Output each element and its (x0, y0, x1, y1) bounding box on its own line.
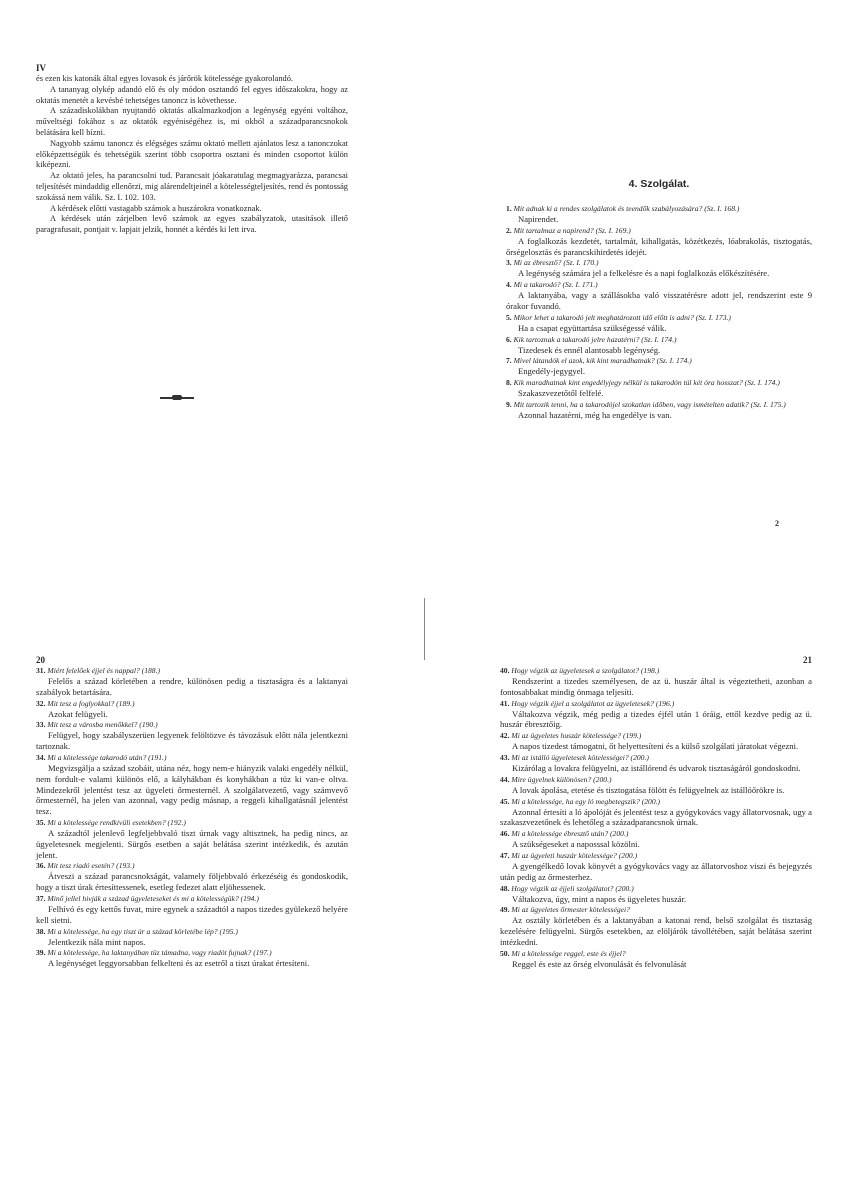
question (36, 666, 348, 676)
question-text: Mit tartalmaz a napirend? (Sz. I. 169.) (513, 225, 631, 235)
question-text: Mi a kötelessége rendkivüli esetekben? (192.) (47, 817, 186, 827)
question (36, 894, 348, 904)
question (506, 226, 812, 236)
question (500, 753, 812, 763)
answer: A napos tizedest támogatni, őt helyettesíteni és a külső szolgálati járatokat végezni. (512, 741, 799, 752)
question (36, 948, 348, 958)
answer: Engedély-jegygyel. (518, 366, 586, 377)
paragraph: és ezen kis katonák által egyes lovasok és járőrök kötelessége gyakorolandó. (36, 74, 293, 83)
qa-list (506, 204, 812, 421)
paragraph: Nagyobb számu tanoncz és elégséges számu oktató mellett ajánlatos lesz a tanonczokat előképzettségük és tehetségük szerint több csoportra osztani és minden csoportot külön kiképezni. (36, 138, 348, 170)
paragraph: A kérdések után zárjelben levő számok az egyes szabályzatok, utasitások illető paragrafusait, pontjait v. lapjait jelzik, honnét a kérdés ki lett irva. (36, 214, 348, 235)
question (500, 699, 812, 709)
question-text: Minő jellel hivják a század ügyeleteseket és mi a kötelességük? (194.) (47, 893, 259, 903)
question-text: Mi az ügyeletes huszár kötelessége? (199.) (511, 731, 642, 741)
question-number: 45. (500, 796, 510, 806)
answer: Azokat felügyeli. (48, 708, 108, 719)
question-number: 46. (500, 829, 510, 839)
answer: Szakaszvezetőtől felfelé. (518, 388, 604, 399)
question-number: 40. (500, 666, 510, 675)
question-text: Mivel látandók el azok, kik kint maradhatnak? (Sz. I. 174.) (513, 356, 692, 366)
question (506, 356, 812, 366)
question-number: 31. (36, 666, 46, 675)
question (500, 949, 812, 959)
answer: Rendszerint a tizedes személyesen, de az ü. huszár által is végeztetheti, azonban a fontosabbakat mindig önmaga teljesíti. (500, 676, 812, 697)
question-number: 37. (36, 893, 46, 903)
paragraph: A századiskolákban nyujtandó oktatás alkalmazkodjon a legénység egyéni voltához, műveltségi fokához s az oktatók egyéniségéhez is, mi okból a századparancsnokok belátására kell bízni. (36, 106, 348, 137)
answer: A lovak ápolása, etetése és tisztogatása fölött és felügyelnek az istállóőrökre is. (512, 784, 785, 795)
question-text: Miért felelőek éjjel és nappal? (188.) (47, 666, 161, 675)
answer: A szükségeseket a naposssal közölni. (512, 839, 640, 850)
question-number: 9. (506, 399, 512, 409)
question-text: Mit adnak ki a rendes szolgálatok és teendők szabályozására? (Sz. I. 168.) (513, 204, 740, 213)
question-text: Mi az ébresztő? (Sz. I. 170.) (513, 258, 599, 268)
question (500, 829, 812, 839)
answer: Napirendet. (518, 214, 559, 224)
question-text: Mit tesz riadó esetén? (193.) (47, 861, 135, 871)
question (506, 335, 812, 345)
question (500, 797, 812, 807)
paragraph: A kérdések előtti vastagabb számok a huszárokra vonatkoznak. (50, 203, 262, 213)
question-number: 43. (500, 752, 510, 762)
question-text: Mi az ügyeletes őrmester kötelességei? (511, 905, 630, 915)
question-number: 39. (36, 948, 46, 958)
question (506, 400, 812, 410)
question-number: 35. (36, 817, 46, 827)
paragraph: A tananyag olykép adandó elő és oly módon osztandó fel egyes időszakokra, hogy az oktatás menetét a kevésbé tehetséges tanoncz is követhesse. (36, 84, 348, 105)
question-number: 47. (500, 850, 510, 860)
qa-list (36, 666, 348, 969)
question-text: Mi a takarodó? (Sz. I. 171.) (513, 280, 598, 290)
question-text: Mi a kötelessége reggel, este és éjjel? (511, 948, 626, 958)
question-number: 36. (36, 861, 46, 871)
page-number-blank (506, 62, 812, 74)
question-text: Mi az istálló ügyeletesek kötelességei? (200.) (511, 752, 649, 762)
answer: Felhívó és egy kettős fuvat, mire egynek a századtól a napos tizedes gyülekező helyére kell sietni. (36, 903, 348, 925)
answer: Kizárólag a lovakra felügyelni, az istállórend és udvarok tisztaságáról gondoskodni. (512, 762, 801, 773)
gutter-divider (424, 598, 425, 660)
question-text: Hogy végzik az éjjeli szolgálatot? (200.) (511, 883, 634, 893)
question-text: Mi a kötelessége, ha egy ló megbetegszik? (200.) (511, 796, 661, 806)
answer: A laktanyába, vagy a szállásokba való visszatérésre adott jel, rendszerint este 9 órakor fuvandó. (506, 290, 812, 311)
question-text: Kik maradhatnak kint engedélyjegy nélkül is takarodón túl két óra hosszat? (Sz. I. 174.) (513, 378, 780, 388)
question-number: 33. (36, 720, 46, 730)
question-number: 7. (506, 356, 512, 366)
question-text: Mit tesz a foglyokkal? (189.) (47, 698, 135, 708)
question (506, 280, 812, 290)
question (506, 378, 812, 388)
answer: A legénység számára jel a felkelésre és a napi foglalkozás előkészítésére. (518, 268, 770, 279)
qa-list (500, 666, 812, 970)
question (506, 204, 812, 214)
question-text: Hogy végzik éjjel a szolgálatot az ügyeletesek? (196.) (511, 698, 675, 708)
question (500, 884, 812, 894)
answer: Azonnal hazatérni, még ha engedélye is van. (518, 409, 672, 420)
answer: A foglalkozás kezdetét, tartalmát, kihallgatás, közétkezés, lóabrakolás, tisztogatás, őrségelosztás és parancskihirdetés idejét. (506, 235, 812, 257)
answer: Az osztály körletében és a laktanyában a katonai rend, belső szolgálat és tisztaság kezelésére felügyelni. Sürgős esetekben, az elöljárók távollétében, saját belátása szerint intézkedni. (500, 915, 812, 947)
question-text: Mi a kötelessége ébresztő után? (200.) (511, 829, 629, 839)
page-20 (36, 654, 348, 970)
question-number: 4. (506, 280, 512, 290)
question-number: 6. (506, 334, 512, 344)
question (500, 666, 812, 676)
question (506, 313, 812, 323)
question-number: 32. (36, 698, 46, 708)
question-number: 2. (506, 225, 512, 235)
question-number: 38. (36, 926, 46, 936)
answer: Megvizsgálja a század szobáit, utána néz, hogy nem-e hiányzik valaki engedély nélkül, nem fordult-e valami különös elő, a kályhákban és konyhákban a tüz ki van-e oltva. Mindezekről jelentést tesz az ügyeleti őrmesternél. A szolgálatvezető, vagy számvevő őrmesternél, ha jelen van azonnal, vagy pedig másnap, a reggeli kihallgatásnál jelentést tesz. (36, 762, 348, 817)
question (36, 818, 348, 828)
answer: A gyengélkedő lovak könyvét a gyógykovács vagy az állatorvoshoz viszi és bejegyzés után pedig az őrmesterhez. (500, 860, 812, 882)
page-number: 20 (36, 655, 45, 665)
question (506, 258, 812, 268)
question-text: Mit tesz a városba menőkkel? (190.) (47, 720, 158, 730)
question-text: Hogy végzik az ügyeletesek a szolgálatot? (198.) (511, 666, 660, 675)
question-number: 48. (500, 883, 510, 893)
page-number: IV (36, 63, 47, 73)
answer: Felügyel, hogy szabályszerüen legyenek felöltözve és távozásuk előtt nála jelentkezni tartoznak. (36, 730, 348, 752)
question (36, 927, 348, 937)
answer: Azonnal értesíti a ló ápolóját és jelentést tesz a gyógykovács vagy állatorvosnak, ugy a szakaszvezetőnek és lehetőleg a századparancsnok úrnak. (500, 806, 812, 828)
question (500, 775, 812, 785)
question-number: 1. (506, 204, 512, 213)
page-number: 21 (803, 655, 812, 665)
question (500, 731, 812, 741)
answer: Jelentkezik nála mint napos. (48, 936, 146, 947)
question-number: 50. (500, 948, 510, 958)
question-number: 42. (500, 731, 510, 741)
question-number: 44. (500, 774, 510, 784)
question-number: 34. (36, 752, 46, 762)
answer: A legénységet leggyorsabban felkelteni és az esetről a tiszt úrakat értesíteni. (48, 958, 310, 969)
intro-text (36, 74, 348, 236)
page-szolgalat (506, 62, 812, 422)
question-number: 3. (506, 258, 512, 268)
answer: Ha a csapat együttartása szükségessé válik. (518, 322, 667, 333)
answer: Felelős a század körletében a rendre, különösen pedig a tisztaságra és a laktanyai szabályok betartására. (36, 676, 348, 697)
question (36, 861, 348, 871)
question-number: 5. (506, 312, 512, 322)
section-title: 4. Szolgálat. (628, 178, 690, 190)
question-number: 49. (500, 905, 510, 915)
answer: Váltakozva végzik, még pedig a tizedes éjfél után 1 óráig, ettől kezdve pedig az ü. huszár ébresztőig. (500, 708, 812, 730)
question-text: Mikor lehet a takarodó jelt meghatározott idő előtt is adni? (Sz. I. 173.) (513, 312, 731, 322)
signature-mark: 2 (775, 519, 779, 528)
paragraph: Az oktató jeles, ha parancsolni tud. Parancsait jóakaratulag megmagyarázza, parancsai teljesítését mindaddig ellenőrzi, mig alárendeltjeinél a kötelességteljesítés, rend és pontosság szokássá nem válik. Sz. I. 102. 103. (36, 171, 348, 202)
ornament-divider (160, 397, 194, 399)
question-text: Mi a kötelessége, ha egy tiszt úr a század körletébe lép? (195.) (47, 926, 238, 936)
question-text: Mi az ügyeleti huszár kötelessége? (200.) (511, 850, 638, 860)
question-text: Kik tartoznak a takarodó jelre hazatérni? (Sz. I. 174.) (513, 334, 677, 344)
answer: Tizedesek és ennél alantosabb legénység. (518, 344, 661, 355)
question (36, 753, 348, 763)
question-text: Mire ügyelnek különösen? (200.) (511, 774, 612, 784)
question-text: Mi a kötelessége takarodó után? (191.) (47, 752, 167, 762)
page-iv (36, 62, 348, 236)
question-number: 41. (500, 698, 510, 708)
question (500, 851, 812, 861)
question-number: 8. (506, 378, 512, 388)
answer: Váltakozva, úgy, mint a napos és ügyeletes huszár. (512, 893, 687, 904)
question (500, 905, 812, 915)
question (36, 720, 348, 730)
page-21 (500, 654, 812, 971)
question-text: Mit tartozik tenni, ha a takarodójel szokatlan időben, vagy ismételten adatik? (Sz. I. 175.) (513, 399, 786, 409)
answer: Átveszi a század parancsnokságát, valamely följebbvaló érkezéséig és gondoskodik, hogy a tiszt úrak értesíttessenek, esetleg fedezet alatt eljöhessenek. (36, 871, 348, 893)
answer: A századtól jelenlevő legfeljebbvaló tiszt úrnak vagy altisztnek, ha pedig nincs, az ügyeletesnek megjelenti. Sürgős esetben a saját belátása szerint intézkedik, és azután jelent. (36, 827, 348, 860)
question-text: Mi a kötelessége, ha laktanyában tüz támadna, vagy riadót fujnak? (197.) (47, 948, 272, 958)
question (36, 699, 348, 709)
answer: Reggel és este az őrség elvonulását és felvonulását (512, 958, 687, 969)
